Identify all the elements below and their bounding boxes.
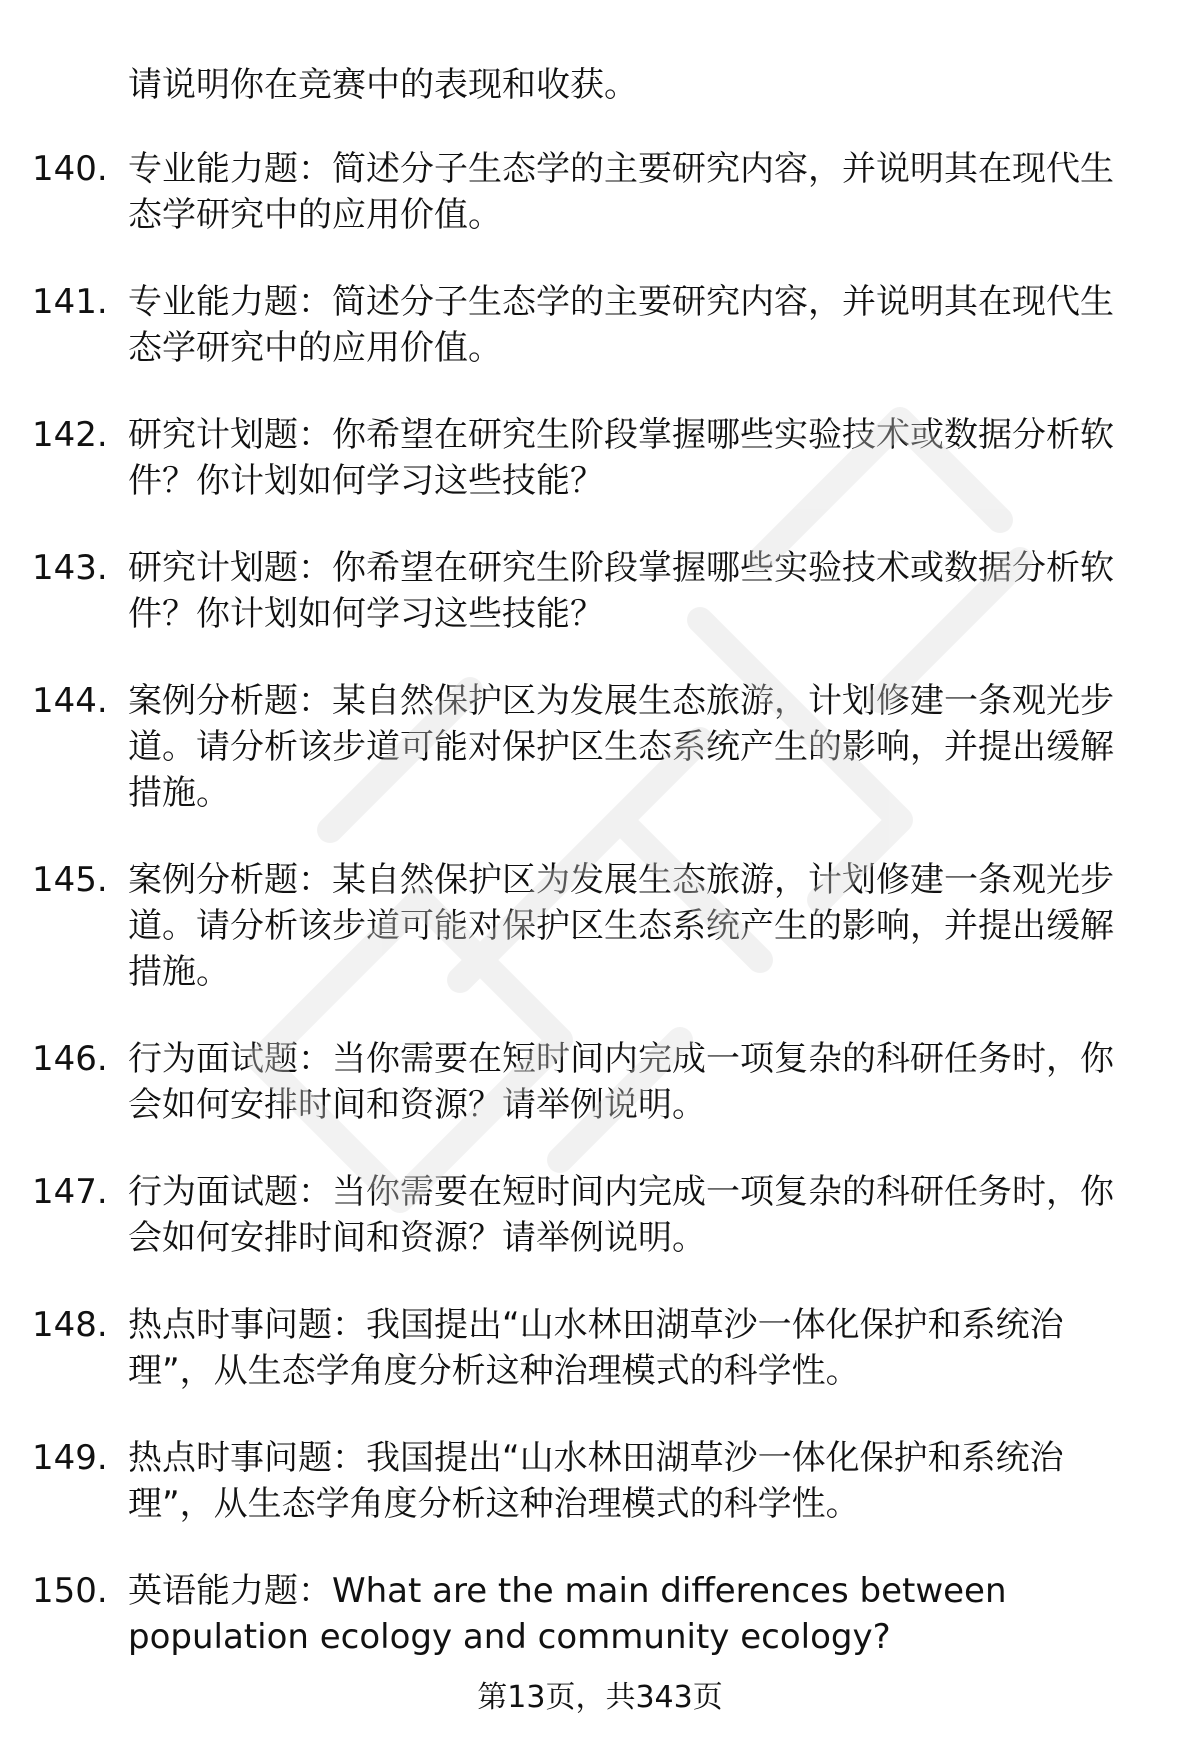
question-number: 146. <box>32 1039 108 1079</box>
question-list <box>0 146 1200 1701</box>
question-item-149 <box>0 1435 1200 1568</box>
page-footer: 第13页，共343页 <box>477 1680 723 1715</box>
question-number: 145. <box>32 860 108 900</box>
question-text: 行为面试题：当你需要在短时间内完成一项复杂的科研任务时，你会如何安排时间和资源？请举例说明。 <box>128 1172 1114 1258</box>
question-text: 案例分析题：某自然保护区为发展生态旅游，计划修建一条观光步道。请分析该步道可能对保护区生态系统产生的影响，并提出缓解措施。 <box>128 681 1114 813</box>
question-number: 147. <box>32 1172 108 1212</box>
question-text: 专业能力题：简述分子生态学的主要研究内容，并说明其在现代生态学研究中的应用价值。 <box>128 282 1114 368</box>
question-item-143 <box>0 545 1200 678</box>
question-text: 研究计划题：你希望在研究生阶段掌握哪些实验技术或数据分析软件？你计划如何学习这些技能？ <box>128 548 1114 634</box>
question-item-145 <box>0 857 1200 1036</box>
continuation-text: 请说明你在竞赛中的表现和收获。 <box>128 65 638 105</box>
question-number: 150. <box>32 1571 108 1611</box>
question-item-140 <box>0 146 1200 279</box>
question-number: 142. <box>32 415 108 455</box>
question-text: 英语能力题：What are the main differences between population ecology and community ecology? <box>128 1571 1007 1657</box>
question-item-147 <box>0 1169 1200 1302</box>
question-item-142 <box>0 412 1200 545</box>
question-number: 148. <box>32 1305 108 1345</box>
question-item-141 <box>0 279 1200 412</box>
question-text: 研究计划题：你希望在研究生阶段掌握哪些实验技术或数据分析软件？你计划如何学习这些技能？ <box>128 415 1114 501</box>
question-text: 专业能力题：简述分子生态学的主要研究内容，并说明其在现代生态学研究中的应用价值。 <box>128 149 1114 235</box>
question-text: 行为面试题：当你需要在短时间内完成一项复杂的科研任务时，你会如何安排时间和资源？请举例说明。 <box>128 1039 1114 1125</box>
question-number: 149. <box>32 1438 108 1478</box>
question-number: 144. <box>32 681 108 721</box>
question-item-144 <box>0 678 1200 857</box>
question-number: 141. <box>32 282 108 322</box>
question-item-146 <box>0 1036 1200 1169</box>
question-number: 140. <box>32 149 108 189</box>
question-text: 热点时事问题：我国提出“山水林田湖草沙一体化保护和系统治理”，从生态学角度分析这种治理模式的科学性。 <box>128 1438 1064 1524</box>
question-number: 143. <box>32 548 108 588</box>
question-text: 热点时事问题：我国提出“山水林田湖草沙一体化保护和系统治理”，从生态学角度分析这种治理模式的科学性。 <box>128 1305 1064 1391</box>
question-text: 案例分析题：某自然保护区为发展生态旅游，计划修建一条观光步道。请分析该步道可能对保护区生态系统产生的影响，并提出缓解措施。 <box>128 860 1114 992</box>
question-item-148 <box>0 1302 1200 1435</box>
